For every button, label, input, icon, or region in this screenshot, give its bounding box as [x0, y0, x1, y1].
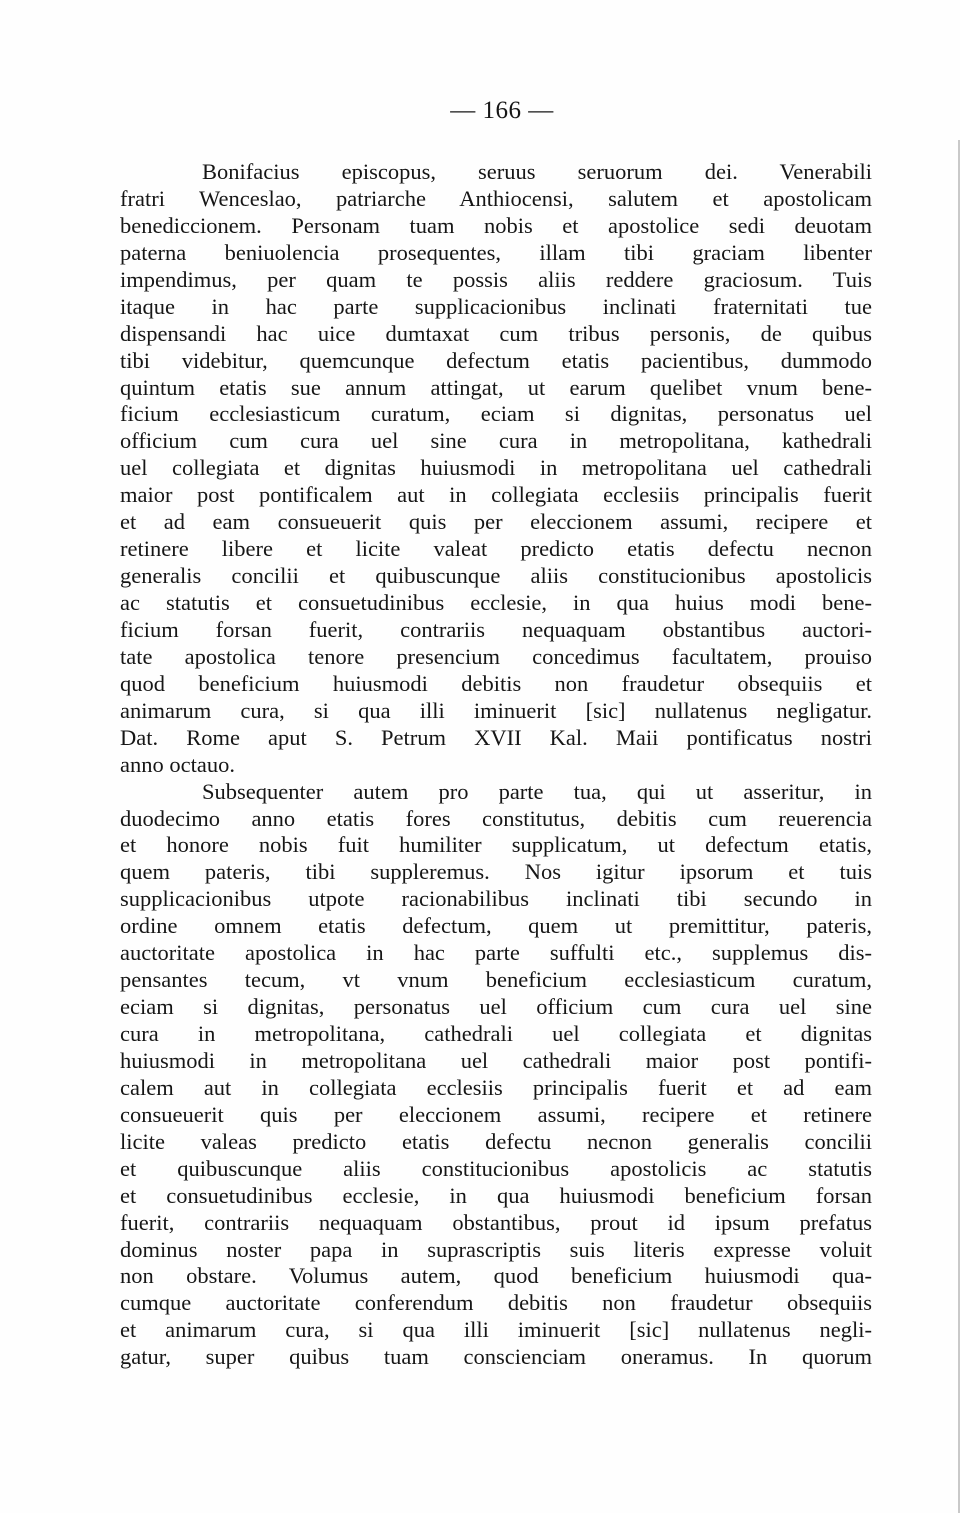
text-line: et honore nobis fuit humiliter supplicatum, ut defectum etatis, — [120, 832, 872, 858]
text-line: dominus noster papa in suprascriptis suis literis expresse voluit — [120, 1236, 872, 1262]
text-line: quintum etatis sue annum attingat, ut earum quelibet vnum bene- — [120, 374, 872, 400]
text-line: maior post pontificalem aut in collegiata ecclesiis principalis fuerit — [120, 482, 872, 508]
text-line: quod beneficium huiusmodi debitis non fraudetur obsequiis et — [120, 670, 872, 696]
text-line: et animarum cura, si qua illi iminuerit [sic] nullatenus negli- — [120, 1317, 872, 1343]
text-line: dispensandi hac uice dumtaxat cum tribus personis, de quibus — [120, 320, 872, 346]
text-line: consueuerit quis per eleccionem assumi, recipere et retinere — [120, 1101, 872, 1127]
text-line: huiusmodi in metropolitana uel cathedrali maior post pontifi- — [120, 1047, 872, 1073]
text-line: ac statutis et consuetudinibus ecclesie, in qua huius modi bene- — [120, 590, 872, 615]
text-line: non obstare. Volumus autem, quod beneficium huiusmodi qua- — [120, 1263, 872, 1289]
text-line: cura in metropolitana, cathedrali uel collegiata et dignitas — [120, 1021, 872, 1046]
text-line: Dat. Rome aput S. Petrum XVII Kal. Maii pontificatus nostri — [120, 724, 872, 750]
text-line: et quibuscunque aliis constitucionibus apostolicis ac statutis — [120, 1155, 872, 1181]
text-line: Subsequenter autem pro parte tua, qui ut asseritur, in — [202, 778, 872, 804]
text-line: fuerit, contrariis nequaquam obstantibus, prout id ipsum prefatus — [120, 1209, 872, 1235]
body-text — [120, 159, 872, 1371]
text-line: impendimus, per quam te possis aliis reddere graciosum. Tuis — [120, 266, 872, 292]
text-line: paterna beniuolencia prosequentes, illam tibi graciam libenter — [120, 239, 872, 265]
page-number: — 166 — — [450, 97, 554, 124]
text-line: duodecimo anno etatis fores constitutus, debitis cum reuerencia — [120, 805, 872, 831]
text-line: retinere libere et licite valeat predicto etatis defectu necnon — [120, 536, 872, 562]
text-line: ordine omnem etatis defectum, quem ut premittitur, pateris, — [120, 913, 872, 939]
text-line: officium cum cura uel sine cura in metropolitana, kathedrali — [120, 428, 872, 454]
text-line: anno octauo. — [120, 751, 235, 777]
text-line: supplicacionibus utpote racionabilibus inclinati tibi secundo in — [120, 886, 872, 912]
text-line: generalis concilii et quibuscunque aliis constitucionibus apostolicis — [120, 563, 872, 589]
text-line: gatur, super quibus tuam conscienciam oneramus. In quorum — [120, 1344, 872, 1370]
text-line: cumque auctoritate conferendum debitis non fraudetur obsequiis — [120, 1290, 872, 1316]
text-line: eciam si dignitas, personatus uel officium cum cura uel sine — [120, 994, 872, 1020]
text-line: uel collegiata et dignitas huiusmodi in metropolitana uel cathedrali — [120, 455, 872, 481]
text-line: pensantes tecum, vt vnum beneficium ecclesiasticum curatum, — [120, 967, 872, 993]
text-line: tibi videbitur, quemcunque defectum etatis pacientibus, dummodo — [120, 347, 872, 373]
text-line: tate apostolica tenore presencium concedimus facultatem, prouiso — [120, 643, 872, 669]
text-line: Bonifacius episcopus, seruus seruorum dei. Venerabili — [202, 159, 872, 184]
text-line: et ad eam consueuerit quis per eleccionem assumi, recipere et — [120, 509, 872, 535]
text-line: et consuetudinibus ecclesie, in qua huiusmodi beneficium forsan — [120, 1182, 872, 1208]
text-line: auctoritate apostolica in hac parte suffulti etc., supplemus dis- — [120, 940, 872, 966]
text-line: quem pateris, tibi suppleremus. Nos igitur ipsorum et tuis — [120, 859, 872, 885]
text-line: itaque in hac parte supplicacionibus inclinati fraternitati tue — [120, 293, 872, 319]
text-line: licite valeas predicto etatis defectu necnon generalis concilii — [120, 1128, 872, 1154]
text-line: ficium ecclesiasticum curatum, eciam si dignitas, personatus uel — [120, 401, 872, 427]
text-line: calem aut in collegiata ecclesiis principalis fuerit et ad eam — [120, 1074, 872, 1100]
text-line: benediccionem. Personam tuam nobis et apostolice sedi deuotam — [120, 212, 872, 238]
text-line: ficium forsan fuerit, contrariis nequaquam obstantibus auctori- — [120, 616, 872, 642]
text-line: animarum cura, si qua illi iminuerit [sic] nullatenus negligatur. — [120, 697, 872, 723]
text-line: fratri Wenceslao, patriarche Anthiocensi, salutem et apostolicam — [120, 185, 872, 211]
